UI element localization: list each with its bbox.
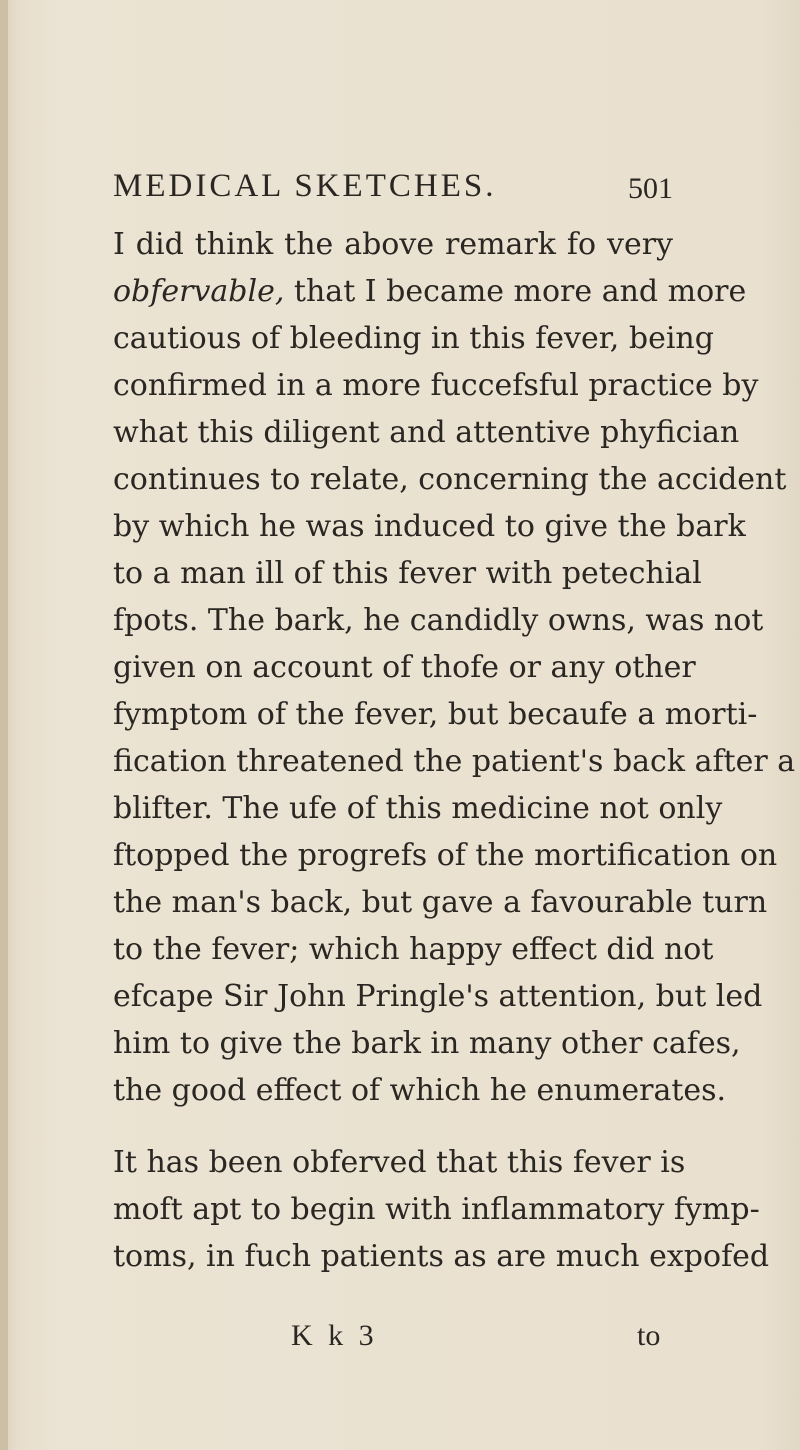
text-line: continues to relate, concerning the accident xyxy=(113,462,787,497)
text-line: given on account of thofe or any other xyxy=(113,650,696,685)
page-binding-edge xyxy=(0,0,8,1450)
running-title: MEDICAL SKETCHES. xyxy=(113,168,497,204)
italic-word: obfervable, xyxy=(113,274,285,309)
text-line: fymptom of the fever, but becaufe a morti- xyxy=(113,697,758,732)
text-line: to the fever; which happy effect did not xyxy=(113,932,714,967)
text-line: by which he was induced to give the bark xyxy=(113,509,746,544)
running-head xyxy=(113,168,673,208)
page-footer xyxy=(113,1312,673,1359)
text-line: what this diligent and attentive phyfician xyxy=(113,415,740,450)
paragraph-gap xyxy=(113,1114,673,1139)
text-line: efcape Sir John Pringle's attention, but led xyxy=(113,979,763,1014)
signature-mark: K k 3 xyxy=(291,1319,378,1352)
page-number: 501 xyxy=(628,172,673,205)
body-text xyxy=(113,221,796,1280)
text-line: toms, in fuch patients as are much expofed xyxy=(113,1239,770,1274)
paragraph-2 xyxy=(113,1139,770,1280)
text-line: cautious of bleeding in this fever, being xyxy=(113,321,714,356)
text-line: to a man ill of this fever with petechial xyxy=(113,556,702,591)
text-line: obfervable, that I became more and more xyxy=(113,274,747,309)
text-line: blifter. The ufe of this medicine not only xyxy=(113,791,723,826)
text-line: confirmed in a more fuccefsful practice by xyxy=(113,368,759,403)
text-line: moft apt to begin with inflammatory fymp- xyxy=(113,1192,760,1227)
text-line: It has been obferved that this fever is xyxy=(113,1145,686,1180)
text-line: fication threatened the patient's back after a xyxy=(113,744,796,779)
catchword: to xyxy=(637,1319,661,1352)
text-line: him to give the bark in many other cafes, xyxy=(113,1026,741,1061)
text-line: I did think the above remark fo very xyxy=(113,227,673,262)
text-line: fpots. The bark, he candidly owns, was not xyxy=(113,603,764,638)
paragraph-1 xyxy=(113,221,796,1114)
text-line: ftopped the progrefs of the mortification on xyxy=(113,838,778,873)
text-line: the man's back, but gave a favourable turn xyxy=(113,885,768,920)
text-line: the good effect of which he enumerates. xyxy=(113,1073,727,1108)
